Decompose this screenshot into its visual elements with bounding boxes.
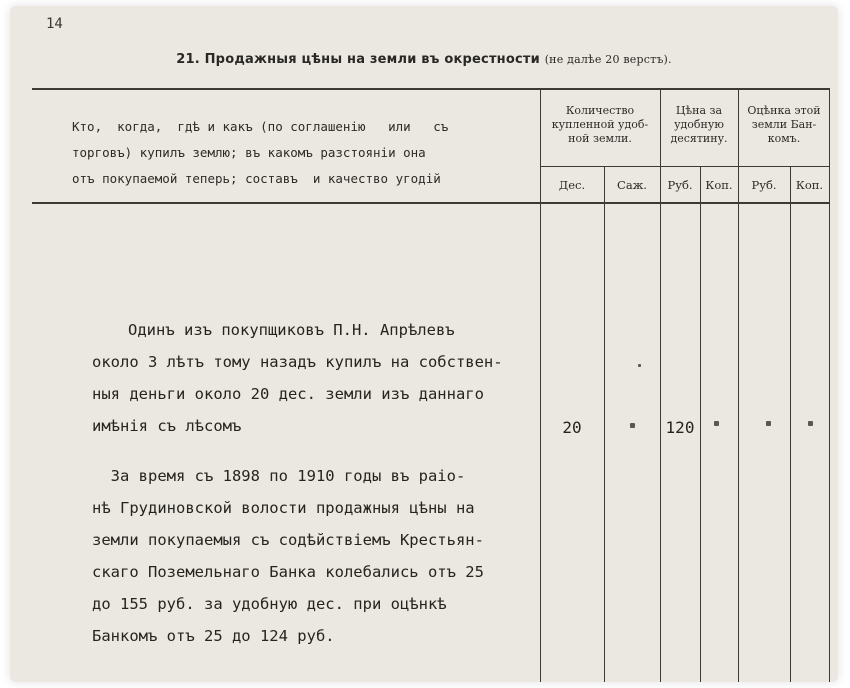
group-title-line: Оцѣнка этой bbox=[747, 104, 821, 117]
subheader-bank-kop: Коп. bbox=[795, 178, 824, 192]
document-page bbox=[10, 6, 838, 682]
header-line: Кто, когда, гдѣ и какъ (по соглашенію или съ bbox=[72, 119, 449, 134]
subheader-price-kop: Коп. bbox=[705, 178, 733, 192]
group-title-line: ной земли. bbox=[568, 132, 632, 145]
empty-cell-mark bbox=[638, 364, 641, 367]
paragraph-line: ныя деньги около 20 дес. земли изъ даннаго bbox=[92, 385, 484, 403]
cell-price-rub-value: 120 bbox=[665, 418, 695, 437]
group-header-bank-valuation bbox=[738, 104, 830, 146]
page-number: 14 bbox=[46, 16, 63, 32]
column-divider bbox=[829, 88, 830, 682]
paragraph-line: до 155 руб. за удобную дес. при оцѣнкѣ bbox=[92, 595, 447, 613]
empty-cell-mark bbox=[766, 421, 771, 426]
subheader-price-rub: Руб. bbox=[667, 178, 693, 192]
column-divider bbox=[790, 166, 791, 682]
group-header-price bbox=[660, 104, 738, 146]
table-top-rule bbox=[32, 88, 830, 90]
subheader-des: Дес. bbox=[558, 178, 586, 192]
empty-cell-mark bbox=[630, 423, 635, 428]
paragraph-line: имѣнія съ лѣсомъ bbox=[92, 417, 242, 435]
header-line: отъ покупаемой теперь; составъ и качество угодій bbox=[72, 171, 441, 186]
paragraph-line: земли покупаемыя съ содѣйствіемъ Крестьян- bbox=[92, 531, 484, 549]
paragraph-line: скаго Поземельнаго Банка колебались отъ 25 bbox=[92, 563, 484, 581]
header-description bbox=[72, 114, 542, 192]
paragraph-line: нѣ Грудиновской волости продажныя цѣны на bbox=[92, 499, 475, 517]
group-title-line: Количество bbox=[565, 104, 635, 117]
empty-cell-mark bbox=[808, 421, 813, 426]
table-title-main: 21. Продажныя цѣны на земли въ окрестности bbox=[176, 52, 540, 67]
group-title-line: удобную bbox=[674, 118, 724, 131]
paragraph-line: За время съ 1898 по 1910 годы въ раіо- bbox=[92, 467, 466, 485]
header-bottom-rule bbox=[32, 202, 830, 204]
entry-paragraph-1 bbox=[92, 314, 503, 442]
table-title bbox=[10, 52, 838, 67]
header-line: торговъ) купилъ землю; въ какомъ разстояніи она bbox=[72, 145, 426, 160]
cell-des-value: 20 bbox=[562, 418, 582, 437]
subheader-bank-rub: Руб. bbox=[751, 178, 777, 192]
paragraph-line: Одинъ изъ покупщиковъ П.Н. Апрѣлевъ bbox=[128, 321, 455, 339]
group-title-line: комъ. bbox=[767, 132, 801, 145]
column-divider bbox=[700, 166, 701, 682]
subheader-sazh: Саж. bbox=[617, 178, 647, 192]
paragraph-line: около 3 лѣтъ тому назадъ купилъ на собствен- bbox=[92, 353, 503, 371]
column-divider bbox=[604, 166, 605, 682]
group-title-line: десятину. bbox=[670, 132, 728, 145]
land-sales-table bbox=[32, 88, 830, 682]
group-divider-rule bbox=[540, 166, 830, 167]
entry-paragraph-2 bbox=[92, 460, 484, 652]
group-title-line: Цѣна за bbox=[675, 104, 723, 117]
group-title-line: земли Бан- bbox=[751, 118, 817, 131]
table-title-note: (не далѣе 20 верстъ). bbox=[544, 53, 672, 66]
group-header-quantity bbox=[540, 104, 660, 146]
group-title-line: купленной удоб- bbox=[551, 118, 649, 131]
paragraph-line: Банкомъ отъ 25 до 124 руб. bbox=[92, 627, 335, 645]
empty-cell-mark bbox=[714, 421, 719, 426]
